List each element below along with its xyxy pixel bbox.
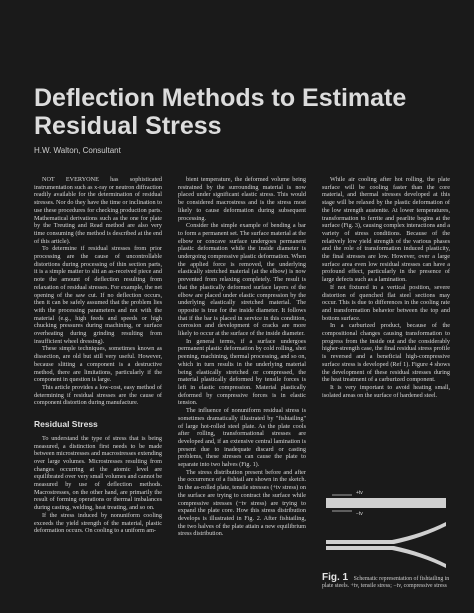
paragraph: To understand the type of stress that is being measured, a distinction first needs to be made between microstresses and macrostresses extending over large volumes. Microstresses resulting from changes occurring at the atomic level are equilibrated over very small volumes and cannot be measured by use of deflection methods. Macrostresses, on the other hand, are primarily the result of forming operations or thermal imbalances during casting, welding, heat treating, and so on. <box>34 434 163 512</box>
figure-caption: Schematic representation of fishtailing in plate steels. +tv, tensile stress; −tv, compressive stress <box>322 576 450 589</box>
paragraph: NOT EVERYONE has sophisticated instrumentation such as x-ray or neutron diffraction readily available for the determination of residual stresses. Nor do they have the time or inclination to use these procedures for checking production parts. Mathematical derivations such as the one for plate by the Treuting and Read method are also very time consuming (the method is described at the end of this article). <box>34 176 162 245</box>
paragraph: In a carburized product, because of the compositional changes causing transformation to progress from the inside out and the considerably higher-strength case, the final residual stress profile is reversed and a beneficial high-compressive surface stress is developed (Ref 1). Figure 4 shows the development of these residual stresses during the heat treatment of a carburized component. <box>322 322 450 384</box>
plate-intact <box>326 498 446 508</box>
paragraph: Consider the simple example of bending a bar to form a permanent set. The surface material at the elbow or concave surface undergoes permanent plastic deformation while the inside diameter is undergoing compressive plastic deformation. When the applied force is removed, the underlying elastically stretched material (at the elbow) is now prevented from relaxing completely. The result is that the plastically deformed surface layers of the elbow are placed under elastic compression by the underlying elastically stretched material. The opposite is true for the inside diameter. It follows that if the bar is placed in service in this condition, corrosion and development of cracks are more likely to occur at the surface of the inside diameter. <box>178 222 306 338</box>
paragraph: The influence of nonuniform residual stress is sometimes dramatically illustrated by "fishtailing" of large hot-rolled steel plate. As the plate cools after rolling, transformational stresses are developed and, if an extensive central lamination is present due to inadequate discard or casting problems, these stresses can cause the plate to separate into two halves (Fig. 1). <box>178 407 306 469</box>
figure-caption-block <box>322 574 452 590</box>
column-2 <box>178 176 306 538</box>
paragraph: In general terms, if a surface undergoes permanent plastic deformation by cold rolling, shot peening, machining, thermal processing, and so on, which in turn results in the underlying material being elastically stretched or compressed, the material plastically deformed by tensile forces is left in elastic compression. Material plastically deformed by compressive forces is in elastic tension. <box>178 337 306 407</box>
column-3 <box>322 176 450 399</box>
article-title <box>34 84 454 140</box>
column-1 <box>34 176 162 535</box>
paragraph: It is very important to avoid heating small, isolated areas on the surface of hardened steel. <box>322 383 450 399</box>
plate-lower-half <box>326 546 446 568</box>
label-minus: −tv <box>356 511 363 517</box>
paragraph: If not fixtured in a vertical position, severe distortion of quenched flat steel sections may occur. This is due to differences in the cooling rate and transformation behavior between the top and bottom surface. <box>322 283 450 322</box>
paragraph: To determine if residual stresses from prior processing are the cause of uncontrollable distortions during processing of thin section parts, it is a simple matter to slit an as-received piece and note the amount of deflection resulting from relaxation of residual stresses. For example, the net opening of the saw cut. If no deflection occurs, then it can be safely assumed that the problem lies with the processing parameters and not with the material (e.g., high feeds and speeds or high chucking pressures during machining, or surface overheating during grinding resulting from insufficient wheel dressing). <box>34 245 162 345</box>
author-line: H.W. Walton, Consultant <box>34 146 121 155</box>
paragraph: These simple techniques, sometimes known as dissection, are old but still very useful. However, because slitting a component is a destructive method, there are limitations, particularly if the component in question is large. <box>34 345 162 384</box>
title-line-1: Deflection Methods to Estimate <box>34 84 407 112</box>
section-heading: Residual Stress <box>34 419 98 430</box>
paragraph: This article provides a low-cost, easy method of determining if residual stresses are the cause of component distortion during manufacture. <box>34 383 162 407</box>
paragraph: While air cooling after hot rolling, the plate surface will be cooling faster than the core material, and thermal stresses developed at this stage will be relaxed by the plastic deformation of the low strength austenite. At lower temperatures, transformation to ferrite and pearlite begins at the surface (Fig. 3), causing complex interactions and a variety of stress conditions. Because of the relatively low yield strength of the various phases and the role of transformation induced plasticity, the final stresses are low. However, over a large surface area even low residual stresses can have a profound effect, particularly in the presence of large defects such as a lamination. <box>322 176 451 284</box>
paragraph: bient temperature, the deformed volume being restrained by the surrounding material is now placed under significant elastic stress. This would be considered macrostress and is the stress most likely to cause deformation during subsequent processing. <box>178 176 306 222</box>
paragraph: The stress distribution present before and after the occurrence of a fishtail are shown in the sketch. In the as-rolled plate, tensile stresses (+tv stress) on the surface are trying to contract the surface while compressive stresses (−tv stress) are trying to expand the plate core. How this stress distribution develops is illustrated in Fig. 2. After fishtailing, the two halves of the plate attain a new equilibrium stress distribution. <box>178 468 306 538</box>
figure-number: Fig. 1 <box>322 572 349 583</box>
paragraph: If the stress induced by nonuniform cooling exceeds the yield strength of the material, plastic deformation occurs. On cooling to a uniform am- <box>34 511 162 535</box>
plate-upper-half <box>326 522 446 544</box>
title-line-2: Residual Stress <box>34 112 222 140</box>
label-plus: +tv <box>356 490 363 496</box>
